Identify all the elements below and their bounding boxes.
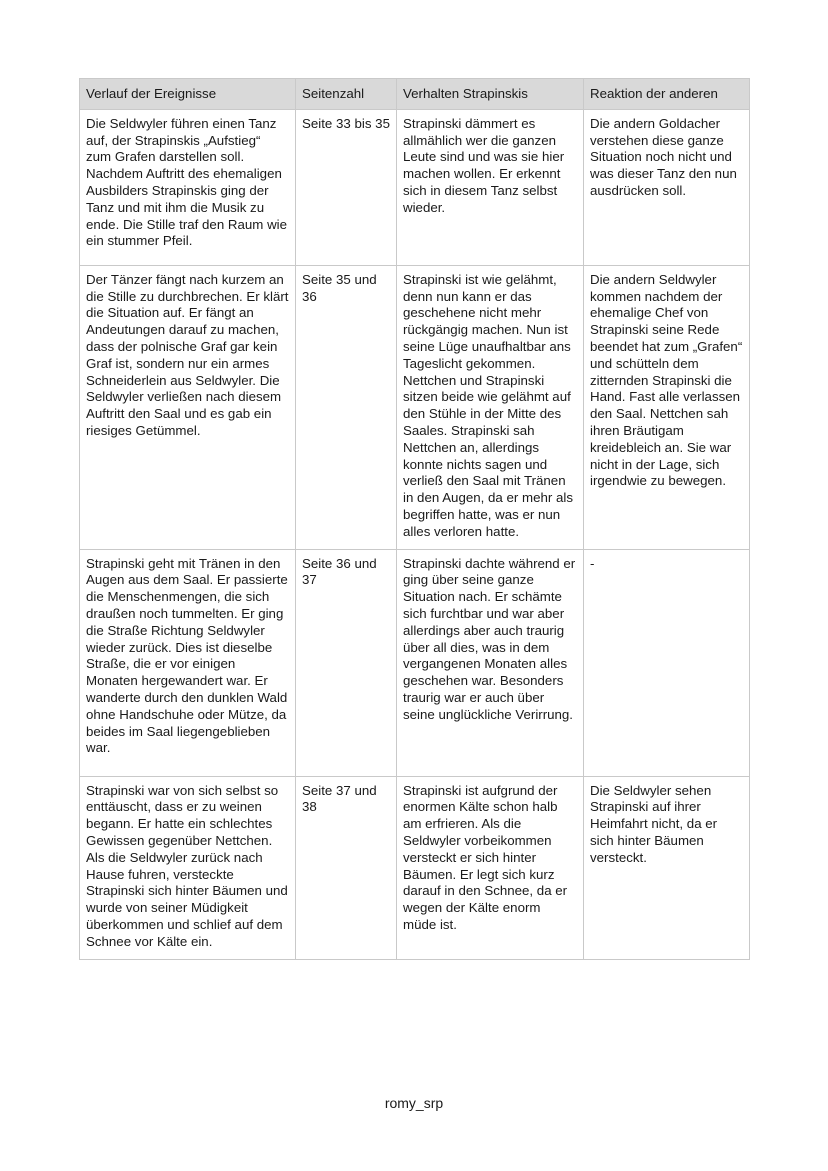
- table-row: [80, 265, 750, 549]
- footer-author: romy_srp: [384, 1095, 444, 1111]
- table-row: [80, 776, 750, 959]
- cell-seitenzahl: Seite 36 und 37: [296, 549, 397, 776]
- table-row: [80, 549, 750, 776]
- cell-seitenzahl: Seite 35 und 36: [296, 265, 397, 549]
- header-verhalten: Verhalten Strapinskis: [397, 79, 584, 110]
- cell-verlauf: Strapinski geht mit Tränen in den Augen aus dem Saal. Er passierte die Menschenmengen, die sich draußen noch tummelten. Er ging die Straße Richtung Seldwyler wieder zurück. Dies ist dieselbe Straße, die er vor einigen Monaten hergewandert war. Er wanderte durch den dunklen Wald ohne Handschuhe oder Mütze, da beides im Saal liegengeblieben war.: [80, 549, 296, 776]
- cell-verhalten: Strapinski ist aufgrund der enormen Kälte schon halb am erfrieren. Als die Seldwyler vorbeikommen versteckt er sich hinter Bäumen. Er legt sich kurz darauf in den Schnee, da er wegen der Kälte enorm müde ist.: [397, 776, 584, 959]
- cell-seitenzahl: Seite 33 bis 35: [296, 109, 397, 265]
- cell-seitenzahl: Seite 37 und 38: [296, 776, 397, 959]
- cell-verlauf: Der Tänzer fängt nach kurzem an die Stille zu durchbrechen. Er klärt die Situation auf. Er fängt an Andeutungen darauf zu machen, dass der polnische Graf gar kein Graf ist, sondern nur ein armes Schneiderlein aus Seldwyler. Die Seldwyler verließen nach diesem Auftritt den Saal und es gab ein riesiges Getümmel.: [80, 265, 296, 549]
- cell-reaktion: -: [584, 549, 750, 776]
- cell-verlauf: Strapinski war von sich selbst so enttäuscht, dass er zu weinen begann. Er hatte ein schlechtes Gewissen gegenüber Nettchen. Als die Seldwyler zurück nach Hause fuhren, versteckte Strapinski sich hinter Bäumen und wurde von seiner Müdigkeit überkommen und schlief auf dem Schnee vor Kälte ein.: [80, 776, 296, 959]
- events-table: [79, 78, 750, 960]
- table-row: [80, 109, 750, 265]
- header-row: [80, 79, 750, 110]
- cell-reaktion: Die andern Goldacher verstehen diese ganze Situation noch nicht und was dieser Tanz den nun ausdrücken soll.: [584, 109, 750, 265]
- cell-verhalten: Strapinski dämmert es allmählich wer die ganzen Leute sind und was sie hier machen wollen. Er erkennt sich in diesem Tanz selbst wieder.: [397, 109, 584, 265]
- cell-reaktion: Die andern Seldwyler kommen nachdem der ehemalige Chef von Strapinski seine Rede beendet hat zum „Grafen“ und schütteln dem zitternden Strapinski die Hand. Fast alle verlassen den Saal. Nettchen sah ihren Bräutigam kreidebleich an. Sie war nicht in der Lage, sich irgendwie zu bewegen.: [584, 265, 750, 549]
- cell-verhalten: Strapinski ist wie gelähmt, denn nun kann er das geschehene nicht mehr rückgängig machen. Nun ist seine Lüge unaufhaltbar ans Tageslicht gekommen. Nettchen und Strapinski sitzen beide wie gelähmt auf den Stühle in der Mitte des Saales. Strapinski sah Nettchen an, allerdings konnte nichts sagen und verließ den Saal mit Tränen in den Augen, da er mehr als begriffen hatte, was er nun alles verloren hatte.: [397, 265, 584, 549]
- header-verlauf: Verlauf der Ereignisse: [80, 79, 296, 110]
- cell-reaktion: Die Seldwyler sehen Strapinski auf ihrer Heimfahrt nicht, da er sich hinter Bäumen versteckt.: [584, 776, 750, 959]
- table-header: [80, 79, 750, 110]
- header-reaktion: Reaktion der anderen: [584, 79, 750, 110]
- cell-verlauf: Die Seldwyler führen einen Tanz auf, der Strapinskis „Aufstieg“ zum Grafen darstellen soll. Nachdem Auftritt des ehemaligen Ausbilders Strapinskis ging der Tanz und mit ihm die Musik zu ende. Die Stille traf den Raum wie ein stummer Pfeil.: [80, 109, 296, 265]
- table-body: [80, 109, 750, 959]
- header-seitenzahl: Seitenzahl: [296, 79, 397, 110]
- cell-verhalten: Strapinski dachte während er ging über seine ganze Situation nach. Er schämte sich furchtbar und war aber allerdings aber auch traurig über all dies, was in dem vergangenen Monaten alles geschehen war. Besonders traurig war er auch über seine unglückliche Verirrung.: [397, 549, 584, 776]
